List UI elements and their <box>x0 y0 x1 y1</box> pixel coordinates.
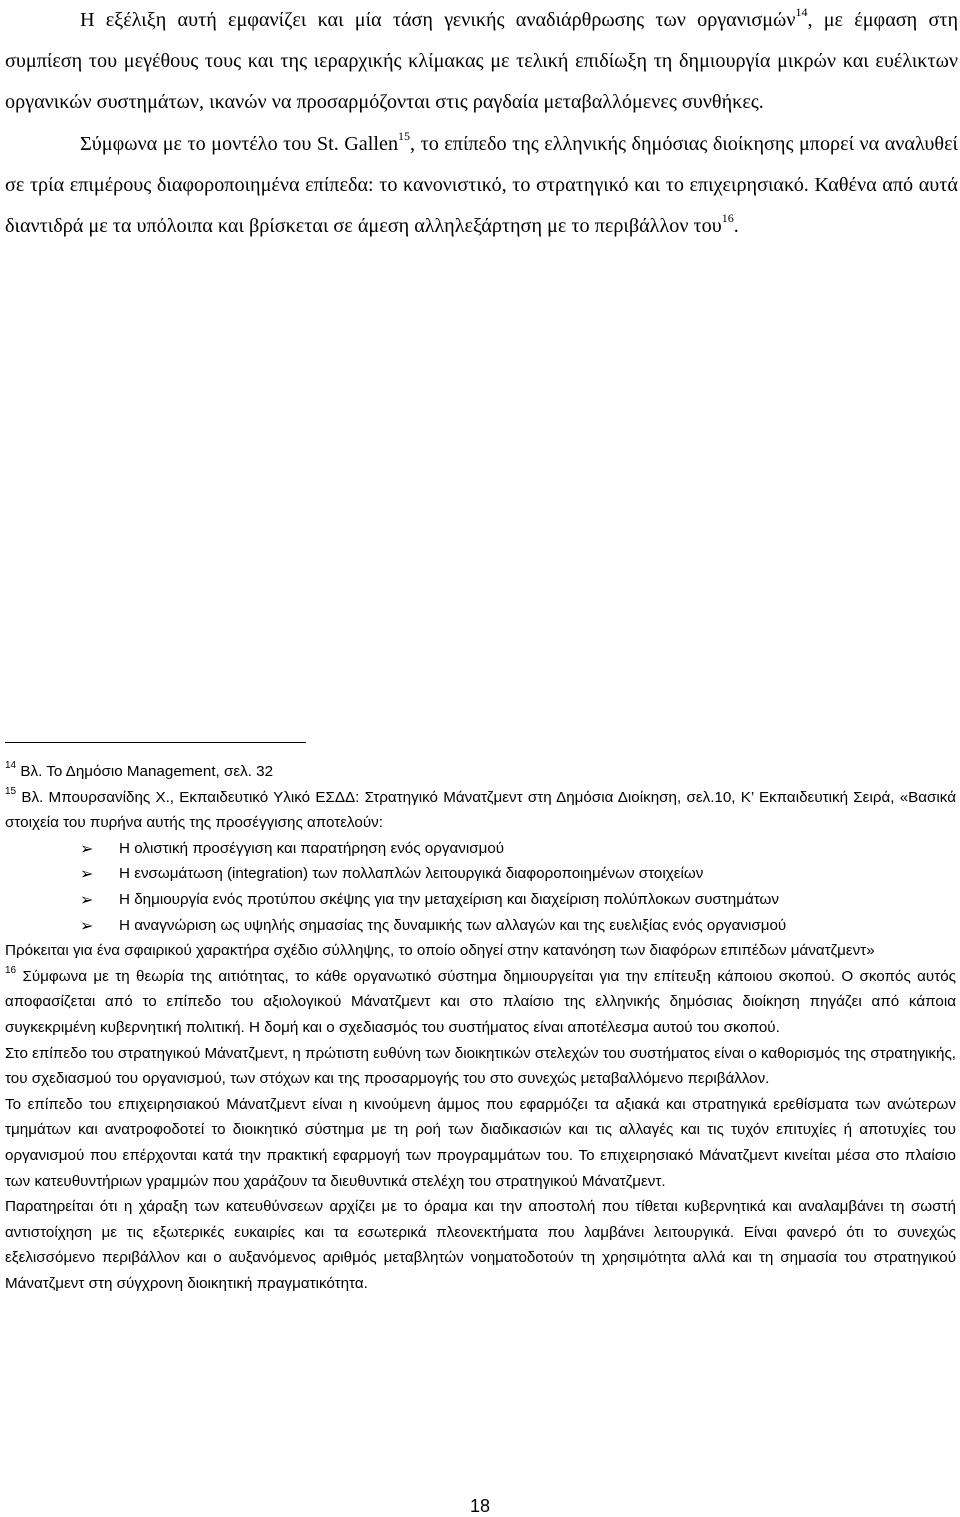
arrowhead-bullet-icon: ➢ <box>80 889 94 909</box>
footnote-16-number: 16 <box>5 964 17 976</box>
list-item <box>5 887 956 913</box>
footnote-16 <box>5 964 956 1041</box>
footnote-14 <box>5 759 956 785</box>
footnote-15-text: Βλ. Μπουρσανίδης Χ., Εκπαιδευτικό Υλικό ΕΣΔΔ: Στρατηγικό Μάνατζμεντ στη Δημόσια Διοίκηση, σελ.10, Κ’ Εκπαιδευτική Σειρά, «Βασικά στοιχεία του πυρήνα αυτής της προσέγγισης αποτελούν: <box>5 788 956 832</box>
paragraph-1 <box>5 0 958 124</box>
list-item <box>5 913 956 939</box>
footnote-15 <box>5 785 956 836</box>
footnote-ref-16: 16 <box>721 211 734 226</box>
footnote-ref-14: 14 <box>795 5 808 20</box>
footnote-15-closing: Πρόκειται για ένα σφαιρικού χαρακτήρα σχέδιο σύλληψης, το οποίο οδηγεί στην κατανόηση των διαφόρων επιπέδων μάνατζμεντ» <box>5 942 875 960</box>
arrowhead-bullet-icon: ➢ <box>80 838 94 858</box>
footnote-14-number: 14 <box>5 759 17 771</box>
footnote-ref-15: 15 <box>398 128 411 143</box>
paragraph-2-text-c: . <box>733 215 739 238</box>
paragraph-2-text-a: Σύμφωνα με το μοντέλο του St. Gallen <box>80 132 399 155</box>
footnote-16-paragraph-4: Παρατηρείται ότι η χάραξη των κατευθύνσεων αρχίζει με το όραμα και την αποστολή που τίθεται κυβερνητικά και αναλαμβάνει τη σωστή αντιστοίχηση με τις εξωτερικές ευκαιρίες και τα εσωτερικά πλεονεκτήματα που λαμβάνει λειτουργικά. Είναι φανερό ότι το συνεχώς εξελισσόμενο περιβάλλον και ο αυξανόμενος αριθμός μεταβλητών νοηματοδοτούν τη χρησιμότητα αλλά και τη σημασία του στρατηγικού Μάνατζμεντ στη σύγχρονη διοικητική πραγματικότητα. <box>5 1198 956 1292</box>
footnote-separator <box>5 742 306 743</box>
footnote-15-bullet-list <box>5 836 956 938</box>
main-text <box>5 0 958 247</box>
list-item-text: Η δημιουργία ενός προτύπου σκέψης για την μεταχείριση και διαχείριση πολύπλοκων συστημάτων <box>119 890 779 908</box>
list-item-text: Η ολιστική προσέγγιση και παρατήρηση ενός οργανισμού <box>119 839 505 857</box>
list-item <box>5 861 956 887</box>
page-number: 18 <box>469 1496 491 1516</box>
footnote-16-paragraph-3: Το επίπεδο του επιχειρησιακού Μάνατζμεντ είναι η κινούμενη άμμος που εφαρμόζει τα αξιακά και στρατηγικά ερεθίσματα των ανώτερων τμημάτων και ανατροφοδοτεί το διοικητικό σύστημα με τη ροή των διαδικασιών και τις αλλαγές και τις τυχόν επιτυχίες ή αποτυχίες του οργανισμού που επέρχονται κατά την πρακτική εφαρμογή των προγραμμάτων του. Το επιχειρησιακό Μάνατζμεντ κινείται μέσα στο πλαίσιο των κατευθυντήριων γραμμών που χαράζουν τα διευθυντικά στελέχη του στρατηγικού Μάνατζμεντ. <box>5 1095 956 1190</box>
list-item-text: Η ενσωμάτωση (integration) των πολλαπλών λειτουργικά διαφοροποιημένων στοιχείων <box>119 865 704 883</box>
paragraph-2 <box>5 124 958 248</box>
arrowhead-bullet-icon: ➢ <box>80 915 94 935</box>
list-item <box>5 836 956 862</box>
footnote-14-text: Βλ. Το Δημόσιο Management, σελ. 32 <box>20 763 274 780</box>
paragraph-1-text-b: , με έμφαση στη συμπίεση του μεγέθους τους και της ιεραρχικής κλίμακας με τελική επιδίωξη τη δημιουργία μικρών και ευέλικτων οργανικών συστημάτων, ικανών να προσαρμόζονται στις ραγδαία μεταβαλλόμενες συνθήκες. <box>5 9 959 114</box>
paragraph-2-text-b: , το επίπεδο της ελληνικής δημόσιας διοίκησης μπορεί να αναλυθεί σε τρία επιμέρους διαφοροποιημένα επίπεδα: το κανονιστικό, το στρατηγικό και το επιχειρησιακό. Καθένα από αυτά διαντιδρά με τα υπόλοιπα και βρίσκεται σε άμεση αλληλεξάρτηση με το περιβάλλον του <box>5 132 958 238</box>
list-item-text: Η αναγνώριση ως υψηλής σημασίας της δυναμικής των αλλαγών και της ευελιξίας ενός οργανισμού <box>119 916 787 934</box>
footnotes <box>5 759 956 1296</box>
arrowhead-bullet-icon: ➢ <box>80 864 94 884</box>
footnote-16-paragraph-1: Σύμφωνα με τη θεωρία της αιτιότητας, το κάθε οργανωτικό σύστημα δημιουργείται για την επίτευξη κάποιου σκοπού. Ο σκοπός αυτός αποφασίζεται από το επίπεδο του αξιολογικού Μάνατζμεντ και στο πλαίσιο της ελληνικής δημόσιας διοίκηση πηγάζει από κάποια συγκεκριμένη κυβερνητική πολιτική. Η δομή και ο σχεδιασμός του συστήματος είναι αποτέλεσμα αυτού του σκοπού. <box>5 967 956 1036</box>
footnote-16-paragraph-2: Στο επίπεδο του στρατηγικού Μάνατζμεντ, η πρώτιστη ευθύνη των διοικητικών στελεχών του συστήματος είναι ο καθορισμός της στρατηγικής, του σχεδιασμού του οργανισμού, των στόχων και της προσαρμογής του στο συνεχώς μεταβαλλόμενο περιβάλλον. <box>5 1044 956 1088</box>
footnote-15-number: 15 <box>5 785 17 797</box>
paragraph-1-text-a: Η εξέλιξη αυτή εμφανίζει και μία τάση γενικής αναδιάρθρωσης των οργανισμών <box>80 9 796 31</box>
